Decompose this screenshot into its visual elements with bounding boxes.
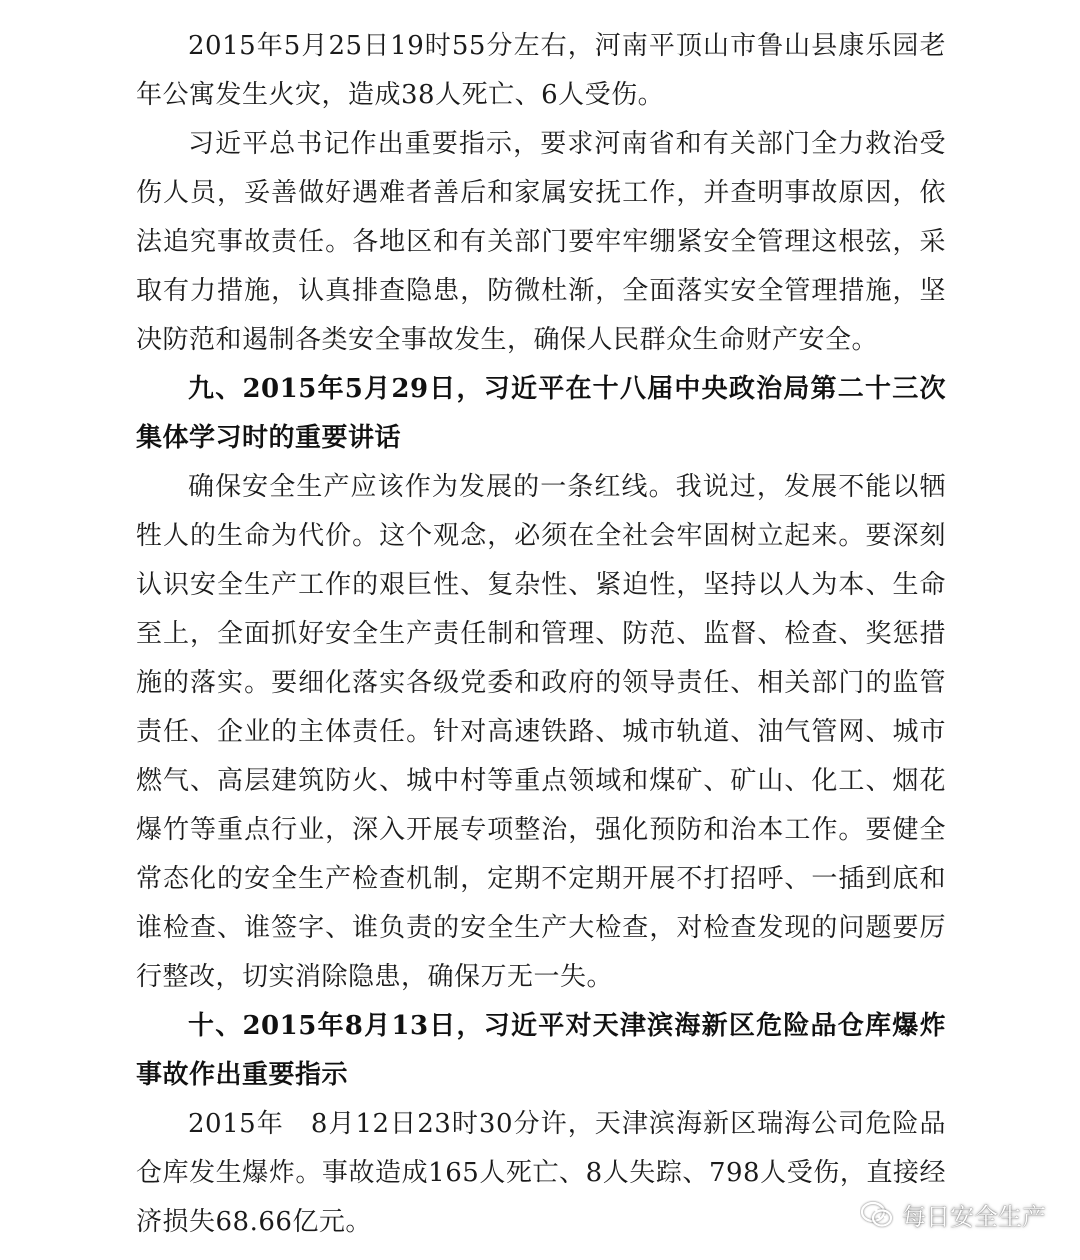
section-heading-nine: 九、2015年5月29日，习近平在十八届中央政治局第二十三次集体学习时的重要讲话 — [136, 374, 946, 453]
watermark-text: 每日安全生产 — [902, 1203, 1046, 1231]
paragraph-tianjin-explosion: 2015年 8月12日23时30分许，天津滨海新区瑞海公司危险品仓库发生爆炸。事故造成165人死亡、8人失踪、798人受伤，直接经济损失68.66亿元。 — [136, 1109, 946, 1237]
document-page — [136, 22, 946, 1247]
wechat-icon — [860, 1200, 894, 1230]
account-watermark — [860, 1197, 1046, 1232]
paragraph-redline-speech: 确保安全生产应该作为发展的一条红线。我说过，发展不能以牺牲人的生命为代价。这个观念，必须在全社会牢固树立起来。要深刻认识安全生产工作的艰巨性、复杂性、紧迫性，坚持以人为本、生命至上，全面抓好安全生产责任制和管理、防范、监督、检查、奖惩措施的落实。要细化落实各级党委和政府的领导责任、相关部门的监管责任、企业的主体责任。针对高速铁路、城市轨道、油气管网、城市燃气、高层建筑防火、城中村等重点领域和煤矿、矿山、化工、烟花爆竹等重点行业，深入开展专项整治，强化预防和治本工作。要健全常态化的安全生产检查机制，定期不定期开展不打招呼、一插到底和谁检查、谁签字、谁负责的安全生产大检查，对检查发现的问题要厉行整改，切实消除隐患，确保万无一失。 — [136, 472, 946, 992]
paragraph-fire-incident: 2015年5月25日19时55分左右，河南平顶山市鲁山县康乐园老年公寓发生火灾，造成38人死亡、6人受伤。 — [136, 31, 946, 110]
paragraph-fire-instruction: 习近平总书记作出重要指示，要求河南省和有关部门全力救治受伤人员，妥善做好遇难者善后和家属安抚工作，并查明事故原因，依法追究事故责任。各地区和有关部门要牢牢绷紧安全管理这根弦，采取有力措施，认真排查隐患，防微杜渐，全面落实安全管理措施，坚决防范和遏制各类安全事故发生，确保人民群众生命财产安全。 — [136, 129, 946, 355]
section-heading-ten: 十、2015年8月13日，习近平对天津滨海新区危险品仓库爆炸事故作出重要指示 — [136, 1011, 946, 1090]
